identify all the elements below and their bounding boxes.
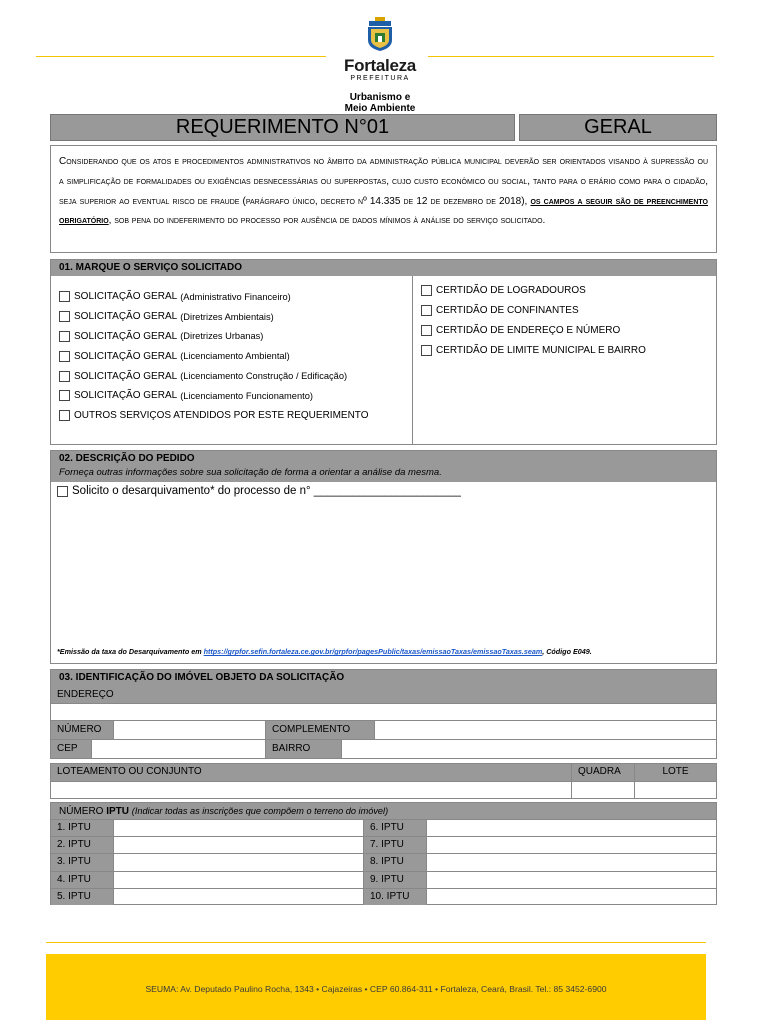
description-section	[50, 450, 717, 664]
general-services-column	[51, 276, 413, 445]
option-certidao-logradouros[interactable]: CERTIDÃO DE LOGRADOUROS	[421, 281, 716, 301]
loteamento-field[interactable]	[51, 782, 572, 798]
service-section	[50, 259, 717, 445]
loteamento-label: LOTEAMENTO OU CONJUNTO	[51, 764, 572, 781]
intro-tail: , sob pena do indeferimento do processo por ausência de dados mínimos à análise do serviço solicitado.	[108, 215, 546, 227]
checkbox[interactable]	[421, 305, 432, 316]
option-licenciamento-funcionamento[interactable]: SOLICITAÇÃO GERAL (Licenciamento Funcionamento)	[59, 386, 412, 406]
iptu-field[interactable]	[114, 837, 364, 853]
endereco-field[interactable]	[51, 704, 716, 720]
iptu-field[interactable]	[427, 889, 716, 905]
property-section	[50, 669, 717, 759]
service-section-heading: 01. MARQUE O SERVIÇO SOLICITADO	[51, 260, 716, 276]
iptu-field[interactable]	[114, 889, 364, 905]
iptu-section	[50, 802, 717, 905]
option-diretrizes-ambientais[interactable]: SOLICITAÇÃO GERAL (Diretrizes Ambientais)	[59, 307, 412, 327]
bairro-label: BAIRRO	[266, 740, 342, 758]
numero-field[interactable]	[114, 721, 266, 739]
complemento-field[interactable]	[375, 721, 716, 739]
option-administrativo-financeiro[interactable]: SOLICITAÇÃO GERAL (Administrativo Financeiro)	[59, 287, 412, 307]
department-line-1: Urbanismo e	[349, 92, 411, 103]
brand-subtitle: PREFEITURA	[350, 75, 410, 82]
description-section-heading: 02. DESCRIÇÃO DO PEDIDO Forneça outras informações sobre sua solicitação de forma a orientar a análise da mesma.	[51, 451, 716, 482]
fee-note: *Emissão da taxa do Desarquivamento em https://grpfor.sefin.fortaleza.ce.gov.br/grpfor/pagesPublic/taxas/emissaoTaxas/emissaoTaxas.seam, Código E049.	[57, 647, 592, 656]
brand-name: Fortaleza	[344, 56, 416, 75]
option-certidao-confinantes[interactable]: CERTIDÃO DE CONFINANTES	[421, 301, 716, 321]
iptu-field[interactable]	[427, 837, 716, 853]
lote-label: LOTE	[662, 766, 689, 777]
iptu-field[interactable]	[114, 854, 364, 870]
certificates-column	[413, 276, 716, 445]
iptu-field[interactable]	[427, 820, 716, 836]
complemento-label: COMPLEMENTO	[266, 721, 375, 739]
intro-text: Considerando que os atos e procedimentos administrativos no âmbito da administração pública municipal deverão ser orientados visando à supressão ou a simplificação de formalidades ou exigências desnecessárias ou superpostas, cujo custo econômico ou social, tanto para o erário como para o cidadão, seja superior ao eventual risco de fraude (parágrafo único, decreto nº 14.335 de 12 de dezembro de 2018),	[59, 156, 708, 207]
iptu-field[interactable]	[427, 872, 716, 888]
checkbox[interactable]	[59, 311, 70, 322]
header-divider-right	[428, 56, 714, 57]
department-line-2: Meio Ambiente	[344, 103, 416, 114]
lote-field[interactable]	[635, 782, 716, 798]
checkbox[interactable]	[59, 331, 70, 342]
option-licenciamento-construcao[interactable]: SOLICITAÇÃO GERAL (Licenciamento Construção / Edificação)	[59, 366, 412, 386]
desarquivamento-option[interactable]: Solicito o desarquivamento* do processo de n° _______________________	[57, 485, 716, 497]
endereco-label: ENDEREÇO	[51, 686, 716, 703]
cep-label: CEP	[51, 740, 92, 758]
checkbox[interactable]	[59, 410, 70, 421]
checkbox[interactable]	[59, 390, 70, 401]
option-certidao-endereco[interactable]: CERTIDÃO DE ENDEREÇO E NÚMERO	[421, 321, 716, 341]
cep-field[interactable]	[92, 740, 266, 758]
quadra-label: QUADRA	[572, 764, 635, 781]
option-certidao-limite[interactable]: CERTIDÃO DE LIMITE MUNICIPAL E BAIRRO	[421, 340, 716, 360]
option-outros-servicos[interactable]: OUTROS SERVIÇOS ATENDIDOS POR ESTE REQUERIMENTO	[59, 406, 412, 426]
description-hint: Forneça outras informações sobre sua solicitação de forma a orientar a análise da mesma.	[59, 467, 442, 478]
fee-link[interactable]: https://grpfor.sefin.fortaleza.ce.gov.br/grpfor/pagesPublic/taxas/emissaoTaxas/emissaoTaxas.seam	[203, 647, 543, 656]
iptu-row: 1. IPTU 6. IPTU	[51, 819, 716, 836]
fortaleza-logo	[330, 16, 430, 114]
intro-paragraph	[50, 145, 717, 253]
footer-divider	[46, 942, 706, 943]
iptu-row: 4. IPTU 9. IPTU	[51, 871, 716, 888]
iptu-field[interactable]	[427, 854, 716, 870]
quadra-field[interactable]	[572, 782, 635, 798]
iptu-field[interactable]	[114, 872, 364, 888]
form-type: GERAL	[519, 114, 717, 141]
checkbox[interactable]	[59, 351, 70, 362]
lot-section	[50, 763, 717, 799]
checkbox[interactable]	[421, 285, 432, 296]
bairro-field[interactable]	[342, 740, 716, 758]
checkbox[interactable]	[421, 325, 432, 336]
checkbox[interactable]	[59, 291, 70, 302]
numero-label: NÚMERO	[51, 721, 114, 739]
city-crest-icon	[362, 16, 398, 52]
checkbox[interactable]	[421, 345, 432, 356]
iptu-field[interactable]	[114, 820, 364, 836]
property-section-heading: 03. IDENTIFICAÇÃO DO IMÓVEL OBJETO DA SOLICITAÇÃO	[51, 670, 716, 686]
iptu-row: 3. IPTU 8. IPTU	[51, 853, 716, 870]
intro-mandatory-note: os campos a seguir são de preenchimento obrigatório	[59, 195, 708, 227]
footer-address: SEUMA: Av. Deputado Paulino Rocha, 1343 • Cajazeiras • CEP 60.864-311 • Fortaleza, Ceará, Brasil. Tel.: 85 3452-6900	[46, 954, 706, 1020]
checkbox[interactable]	[57, 486, 68, 497]
iptu-row: 2. IPTU 7. IPTU	[51, 836, 716, 853]
iptu-row: 5. IPTU 10. IPTU	[51, 888, 716, 905]
option-diretrizes-urbanas[interactable]: SOLICITAÇÃO GERAL (Diretrizes Urbanas)	[59, 327, 412, 347]
option-licenciamento-ambiental[interactable]: SOLICITAÇÃO GERAL (Licenciamento Ambiental)	[59, 346, 412, 366]
checkbox[interactable]	[59, 371, 70, 382]
header-divider-left	[36, 56, 326, 57]
form-title: REQUERIMENTO N°01	[50, 114, 515, 141]
iptu-section-heading: NÚMERO IPTU (Indicar todas as inscrições que compõem o terreno do imóvel)	[51, 803, 716, 819]
